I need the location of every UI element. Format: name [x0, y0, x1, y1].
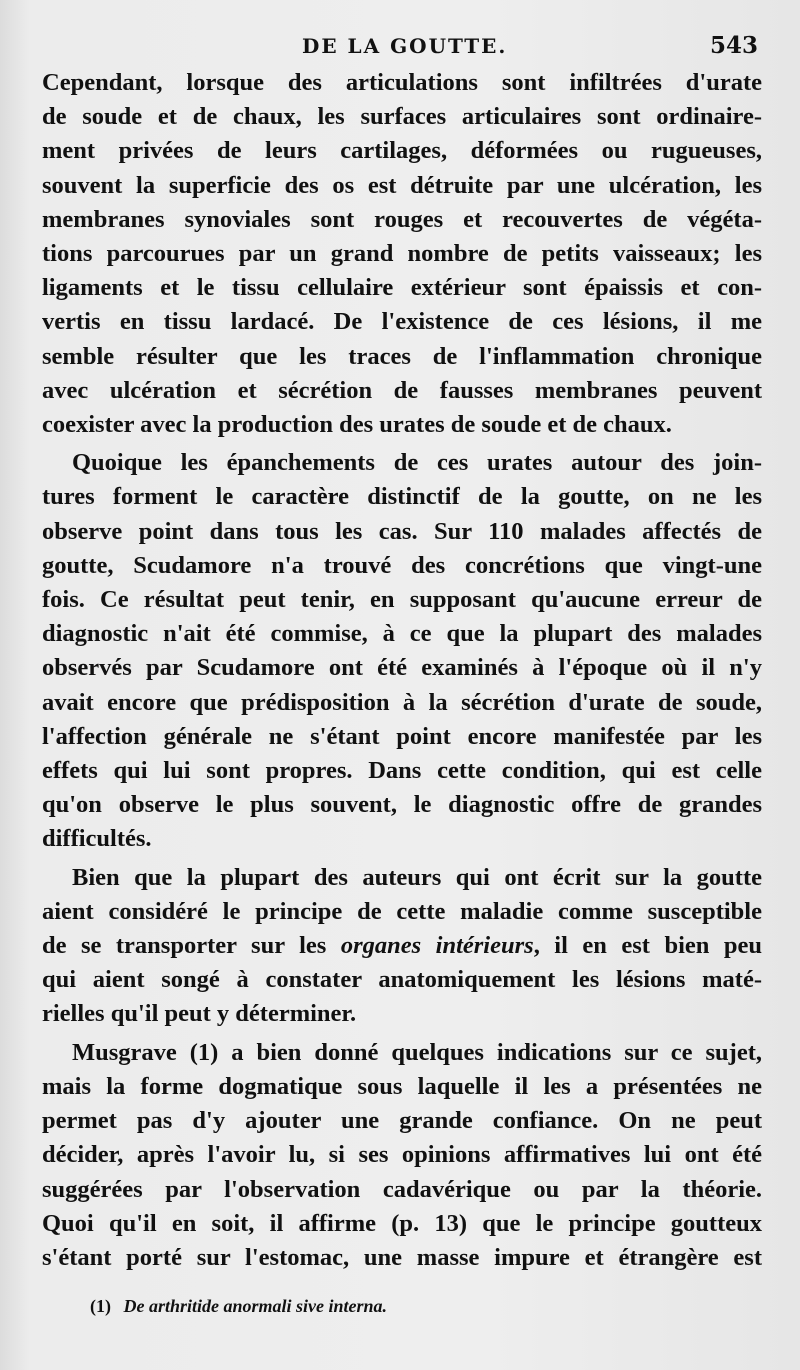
- text-line: avec ulcération et sécrétion de fausses membranes peuvent: [42, 376, 762, 404]
- page-header: [42, 30, 762, 64]
- footnote-text: De arthritide anormali sive interna.: [123, 1296, 388, 1316]
- text-line: ligaments et le tissu cellulaire extérieur sont épaissis et con-: [42, 274, 762, 302]
- paragraph-3: [42, 861, 762, 1032]
- body-text: [42, 66, 762, 1275]
- italic-phrase: organes intérieurs: [340, 932, 534, 960]
- text-line: goutte, Scudamore n'a trouvé des concrétions que vingt-une: [42, 551, 762, 579]
- text-line: fois. Ce résultat peut tenir, en supposant qu'aucune erreur de: [42, 586, 762, 614]
- paragraph-1: [42, 66, 762, 442]
- text-line: souvent la superficie des os est détruite par une ulcération, les: [42, 171, 762, 199]
- text-line: Quoique les épanchements de ces urates autour des join-: [72, 449, 762, 477]
- footnote: [90, 1296, 387, 1317]
- text-line: vertis en tissu lardacé. De l'existence de ces lésions, il me: [42, 308, 762, 336]
- page-number: 543: [709, 32, 758, 59]
- text-line: Quoi qu'il en soit, il affirme (p. 13) que le principe goutteux: [42, 1209, 762, 1237]
- text-line: qui aient songé à constater anatomiquement les lésions maté-: [42, 966, 762, 994]
- text-line: s'étant porté sur l'estomac, une masse impure et étrangère est: [42, 1243, 762, 1271]
- text-line: tions parcourues par un grand nombre de petits vaisseaux; les: [42, 240, 762, 268]
- text-line: de soude et de chaux, les surfaces articulaires sont ordinaire-: [42, 103, 762, 131]
- text-line: permet pas d'y ajouter une grande confiance. On ne peut: [42, 1107, 762, 1135]
- paragraph-4: [42, 1036, 762, 1275]
- text-line: l'affection générale ne s'étant point encore manifestée par les: [42, 722, 762, 750]
- text-line: effets qui lui sont propres. Dans cette condition, qui est celle: [42, 757, 762, 785]
- text-line: semble résulter que les traces de l'inflammation chronique: [42, 342, 762, 370]
- text-line: qu'on observe le plus souvent, le diagnostic offre de grandes: [42, 791, 762, 819]
- text-line: mais la forme dogmatique sous laquelle il les a présentées ne: [42, 1072, 762, 1100]
- text-line: suggérées par l'observation cadavérique ou par la théorie.: [42, 1175, 762, 1203]
- text-line: observe point dans tous les cas. Sur 110 malades affectés de: [42, 517, 762, 545]
- text-line: de se transporter sur les organes intérieurs, il en est bien peu: [42, 932, 763, 960]
- text-line: Bien que la plupart des auteurs qui ont écrit sur la goutte: [72, 863, 762, 891]
- text-line: ment privées de leurs cartilages, déformées ou rugueuses,: [42, 137, 762, 165]
- text-line: diagnostic n'ait été commise, à ce que la plupart des malades: [42, 620, 762, 648]
- footnote-marker: (1): [90, 1296, 111, 1316]
- text-line: observés par Scudamore ont été examinés à l'époque où il n'y: [42, 654, 762, 682]
- running-head: DE LA GOUTTE.: [302, 34, 508, 58]
- paragraph-2: [42, 446, 762, 856]
- text-line: rielles qu'il peut y déterminer.: [42, 1000, 357, 1028]
- text-line: décider, après l'avoir lu, si ses opinions affirmatives lui ont été: [42, 1141, 762, 1169]
- text-line: coexister avec la production des urates de soude et de chaux.: [42, 411, 672, 439]
- text-line: difficultés.: [42, 825, 152, 853]
- text-line: aient considéré le principe de cette maladie comme susceptible: [42, 897, 762, 925]
- text-line: Cependant, lorsque des articulations sont infiltrées d'urate: [42, 69, 762, 96]
- text-line: avait encore que prédisposition à la sécrétion d'urate de soude,: [42, 688, 762, 716]
- text-line: Musgrave (1) a bien donné quelques indications sur ce sujet,: [72, 1038, 762, 1066]
- text-line: tures forment le caractère distinctif de la goutte, on ne les: [42, 483, 762, 511]
- text-line: membranes synoviales sont rouges et recouvertes de végéta-: [42, 205, 762, 233]
